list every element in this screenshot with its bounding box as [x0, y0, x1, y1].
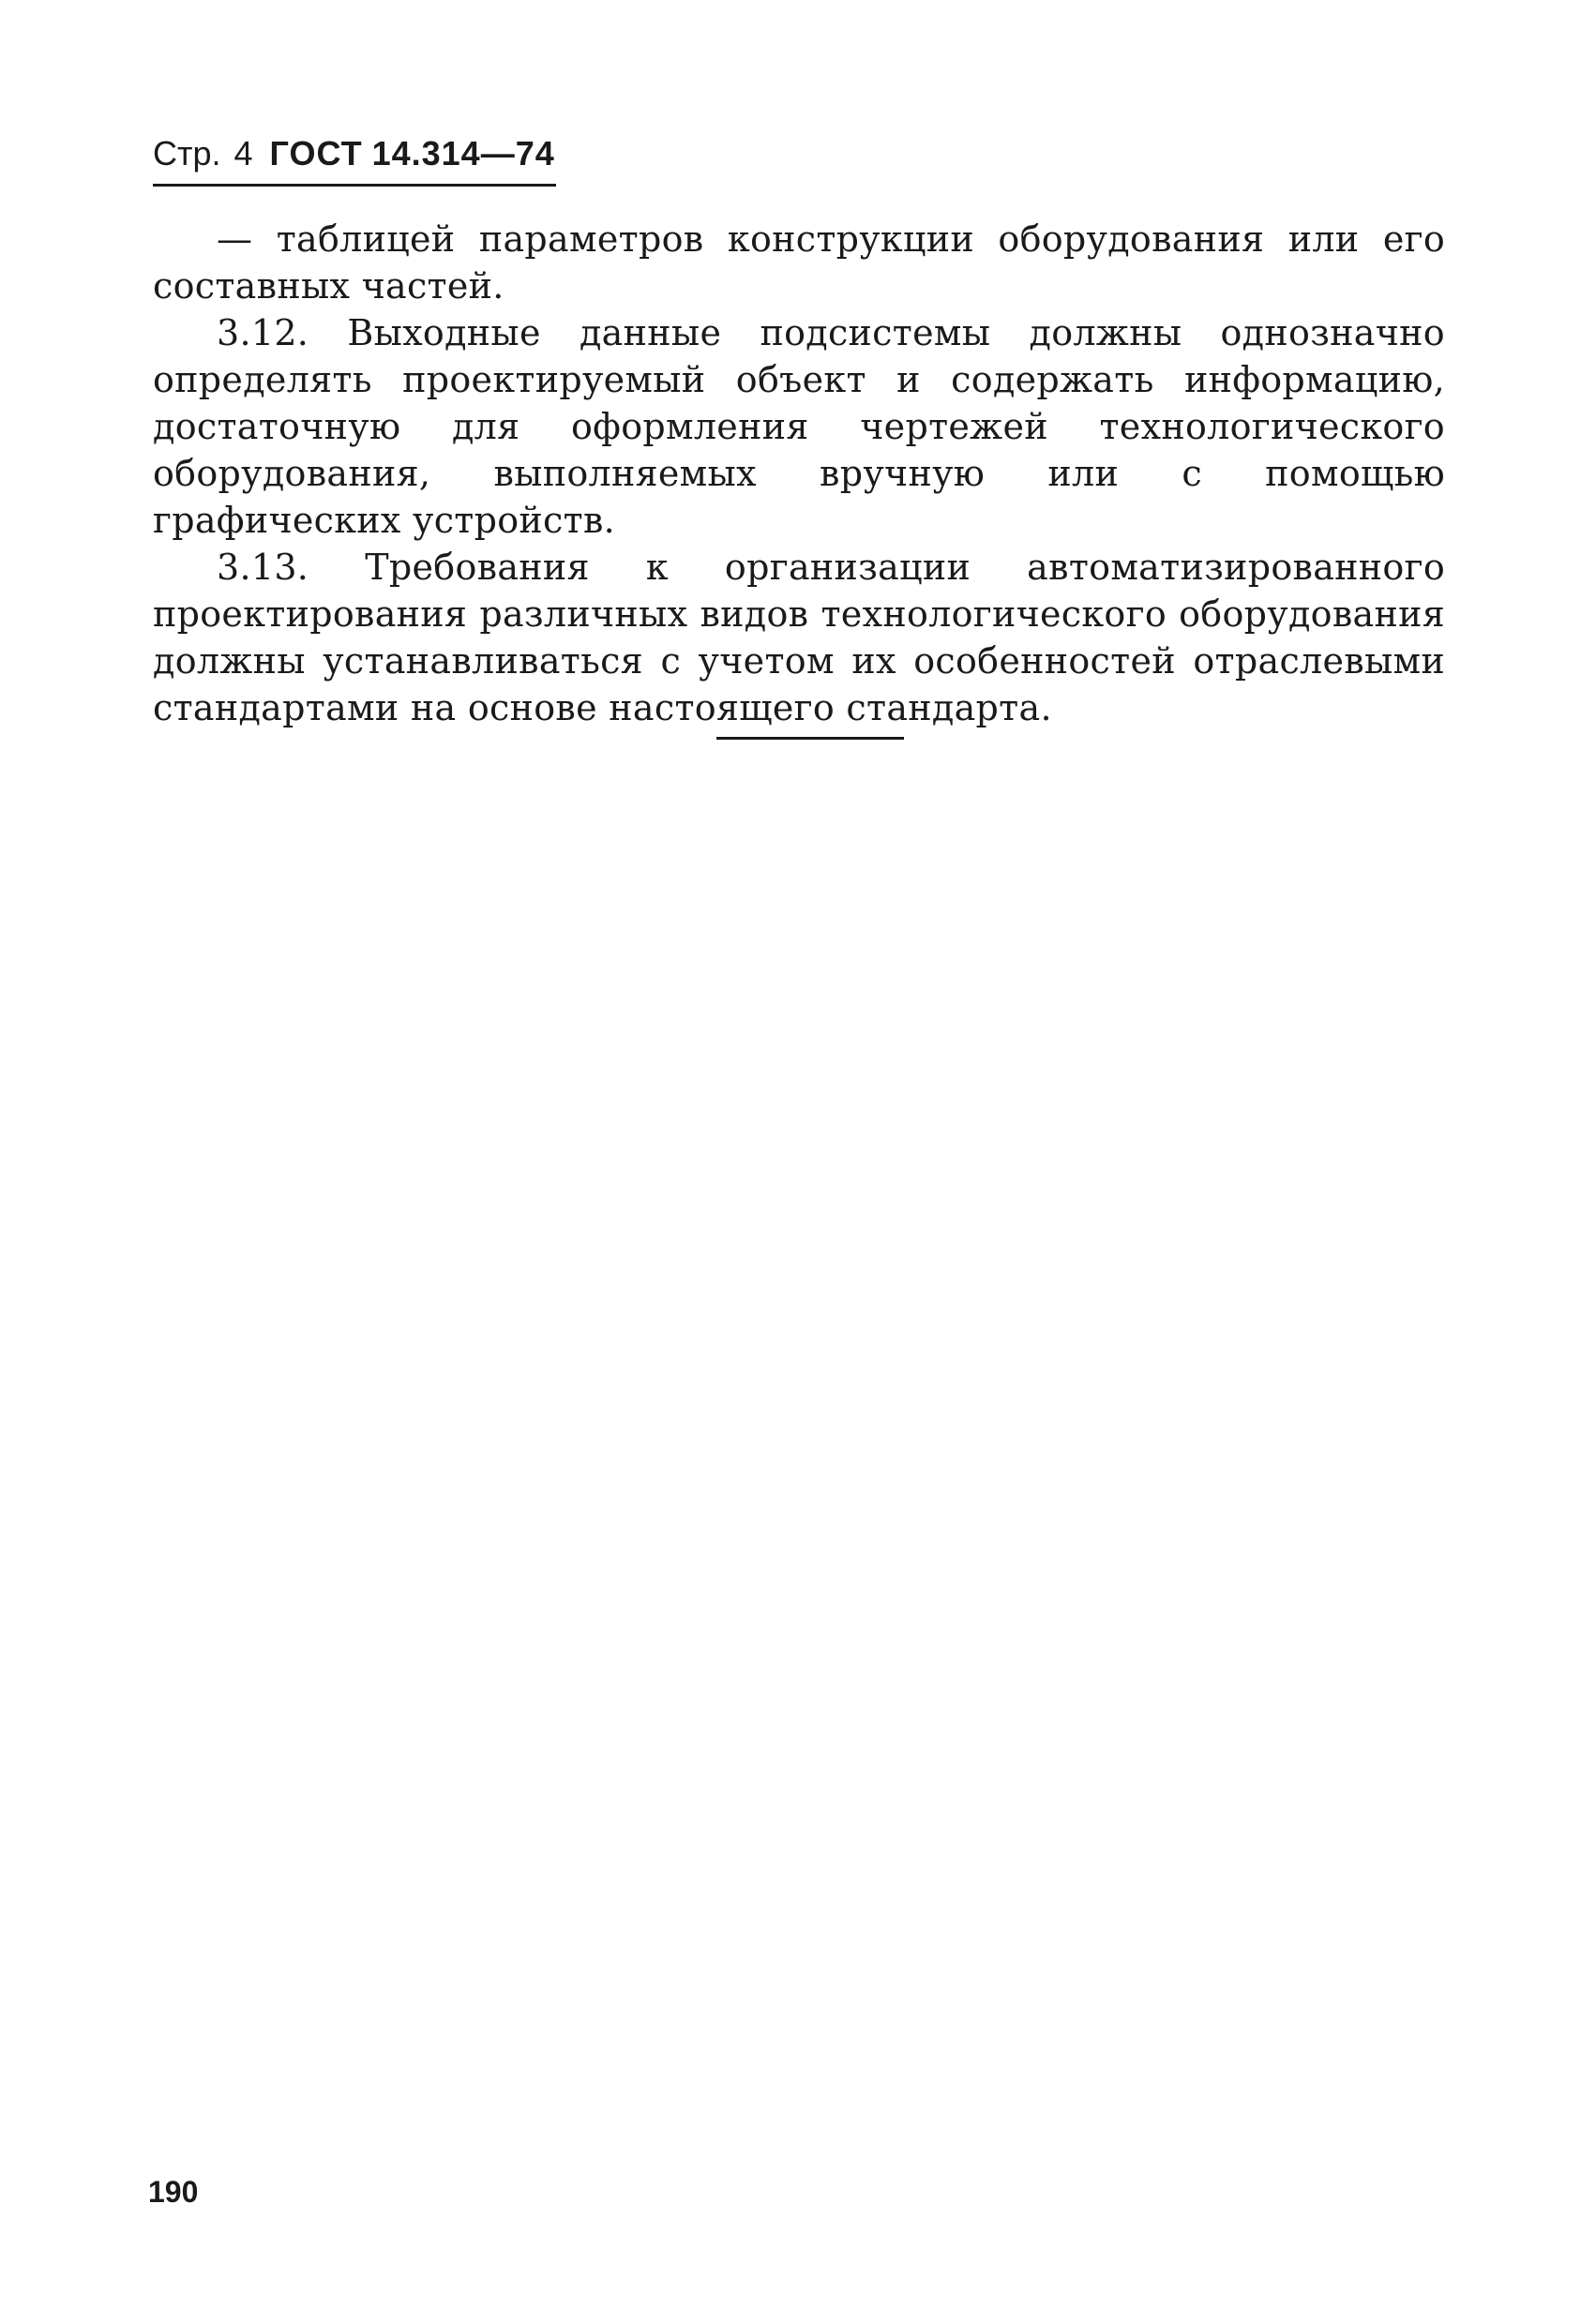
paragraph-3-12: 3.12. Выходные данные подсистемы должны однозначно определять проектируемый объект и содержать информацию, достаточную для оформления чертежей технологического оборудования, выполняемых вручную или с помощью графических устройств. — [153, 312, 1445, 541]
standard-code: 14.314—74 — [371, 134, 555, 172]
body-text — [153, 216, 1445, 731]
page-number: 4 — [233, 134, 253, 172]
paragraph-3-13: 3.13. Требования к организации автоматизированного проектирования различных видов технологического оборудования должны устанавливаться с учетом их особенностей отраслевыми стандартами на основе настоящего стандарта. — [153, 547, 1445, 728]
end-separator-line — [716, 737, 904, 740]
footer-page-number: 190 — [148, 2175, 199, 2209]
page-header — [153, 131, 556, 176]
page-label: Стр. — [153, 134, 221, 172]
header-underline — [153, 184, 556, 187]
paragraph-table-params: — таблицей параметров конструкции оборудования или его составных частей. — [153, 218, 1445, 307]
standard-prefix: ГОСТ — [269, 134, 363, 172]
